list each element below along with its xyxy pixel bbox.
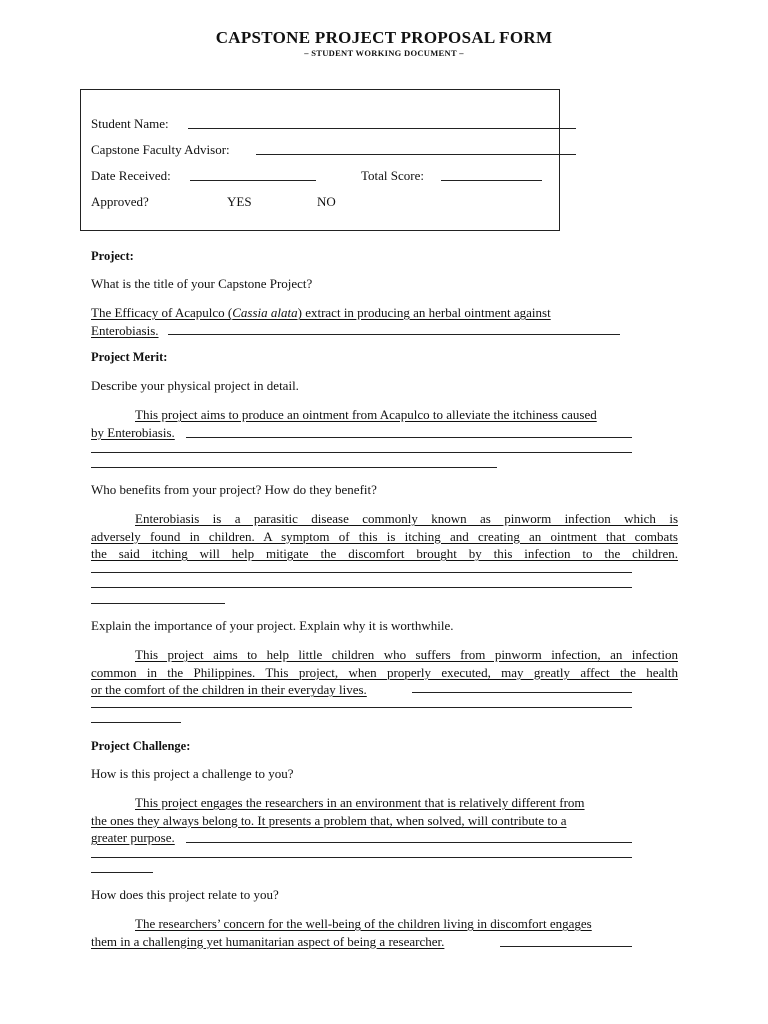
merit-question-3: Explain the importance of your project. Explain why it is worthwhile. <box>91 618 454 633</box>
total-score-label: Total Score: <box>361 168 424 183</box>
challenge-answer-2-line2: them in a challenging yet humanitarian aspect of being a researcher. <box>91 933 445 949</box>
total-score-field[interactable] <box>441 180 542 181</box>
challenge-answer-1-rule-a <box>186 842 632 843</box>
project-title-part2: ) extract in producing an herbal ointment against <box>297 305 551 320</box>
merit-answer-2-rule-c <box>91 603 225 604</box>
merit-answer-3-rule-b <box>91 707 632 708</box>
merit-question-2: Who benefits from your project? How do they benefit? <box>91 482 377 497</box>
merit-answer-3-rule-c <box>91 722 181 723</box>
merit-answer-3-line1: This project aims to help little children who suffers from pinworm infection, an infection <box>135 647 678 662</box>
challenge-answer-1-line3: greater purpose. <box>91 830 175 845</box>
merit-answer-1[interactable] <box>91 406 675 441</box>
merit-answer-2-line3: the said itching will help mitigate the discomfort brought by this infection to the children. <box>91 546 678 561</box>
advisor-label: Capstone Faculty Advisor: <box>91 142 230 157</box>
date-received-label: Date Received: <box>91 168 171 183</box>
challenge-answer-1-line1: This project engages the researchers in an environment that is relatively different from <box>135 795 585 810</box>
project-title-species: Cassia alata <box>232 305 298 320</box>
project-title-line2: Enterobiasis. <box>91 322 159 338</box>
approved-no-option[interactable]: NO <box>317 194 336 209</box>
challenge-answer-1-rule-b <box>91 857 632 858</box>
challenge-answer-2-rule <box>500 946 632 947</box>
merit-answer-1-line1: This project aims to produce an ointment from Acapulco to alleviate the itchiness caused <box>135 407 597 422</box>
approved-label: Approved? <box>91 194 149 209</box>
project-title-answer-rule <box>168 334 620 335</box>
merit-answer-2-line2: adversely found in children. A symptom of this is itching and creating an ointment that combats <box>91 528 678 544</box>
student-name-field[interactable] <box>188 128 576 129</box>
challenge-question-1: How is this project a challenge to you? <box>91 766 294 781</box>
form-title: CAPSTONE PROJECT PROPOSAL FORM <box>215 28 553 47</box>
student-name-label: Student Name: <box>91 116 169 131</box>
merit-question-1: Describe your physical project in detail. <box>91 378 299 393</box>
project-title-question: What is the title of your Capstone Project? <box>91 276 313 291</box>
project-heading: Project: <box>91 249 134 263</box>
merit-answer-1-rule-a <box>186 437 632 438</box>
project-title-part1: The Efficacy of Acapulco ( <box>91 305 233 320</box>
project-merit-heading: Project Merit: <box>91 350 168 364</box>
date-received-field[interactable] <box>190 180 316 181</box>
merit-answer-1-rule-c <box>91 467 497 468</box>
approved-yes-option[interactable]: YES <box>227 194 252 209</box>
merit-answer-2-rule-b <box>91 587 632 588</box>
challenge-answer-1-line2: the ones they always belong to. It presents a problem that, when solved, will contribute to a <box>91 812 567 828</box>
challenge-answer-1[interactable] <box>91 794 671 847</box>
merit-answer-2-rule-a <box>91 572 632 573</box>
merit-answer-3-rule-a <box>412 692 632 693</box>
merit-answer-1-line2: by Enterobiasis. <box>91 424 175 440</box>
merit-answer-3-line2: common in the Philippines. This project, when properly executed, may greatly affect the health <box>91 664 678 680</box>
merit-answer-3-line3: or the comfort of the children in their everyday lives. <box>91 682 367 697</box>
challenge-question-2: How does this project relate to you? <box>91 887 279 902</box>
challenge-answer-2[interactable] <box>91 915 671 950</box>
advisor-field[interactable] <box>256 154 576 155</box>
merit-answer-3[interactable] <box>91 646 678 699</box>
challenge-answer-2-line1: The researchers’ concern for the well-being of the children living in discomfort engages <box>135 916 592 931</box>
challenge-answer-1-rule-c <box>91 872 153 873</box>
project-challenge-heading: Project Challenge: <box>91 739 191 753</box>
form-subtitle: – STUDENT WORKING DOCUMENT – <box>304 48 464 58</box>
merit-answer-1-rule-b <box>91 452 632 453</box>
merit-answer-2[interactable] <box>91 510 678 563</box>
merit-answer-2-line1: Enterobiasis is a parasitic disease commonly known as pinworm infection which is <box>135 511 678 526</box>
